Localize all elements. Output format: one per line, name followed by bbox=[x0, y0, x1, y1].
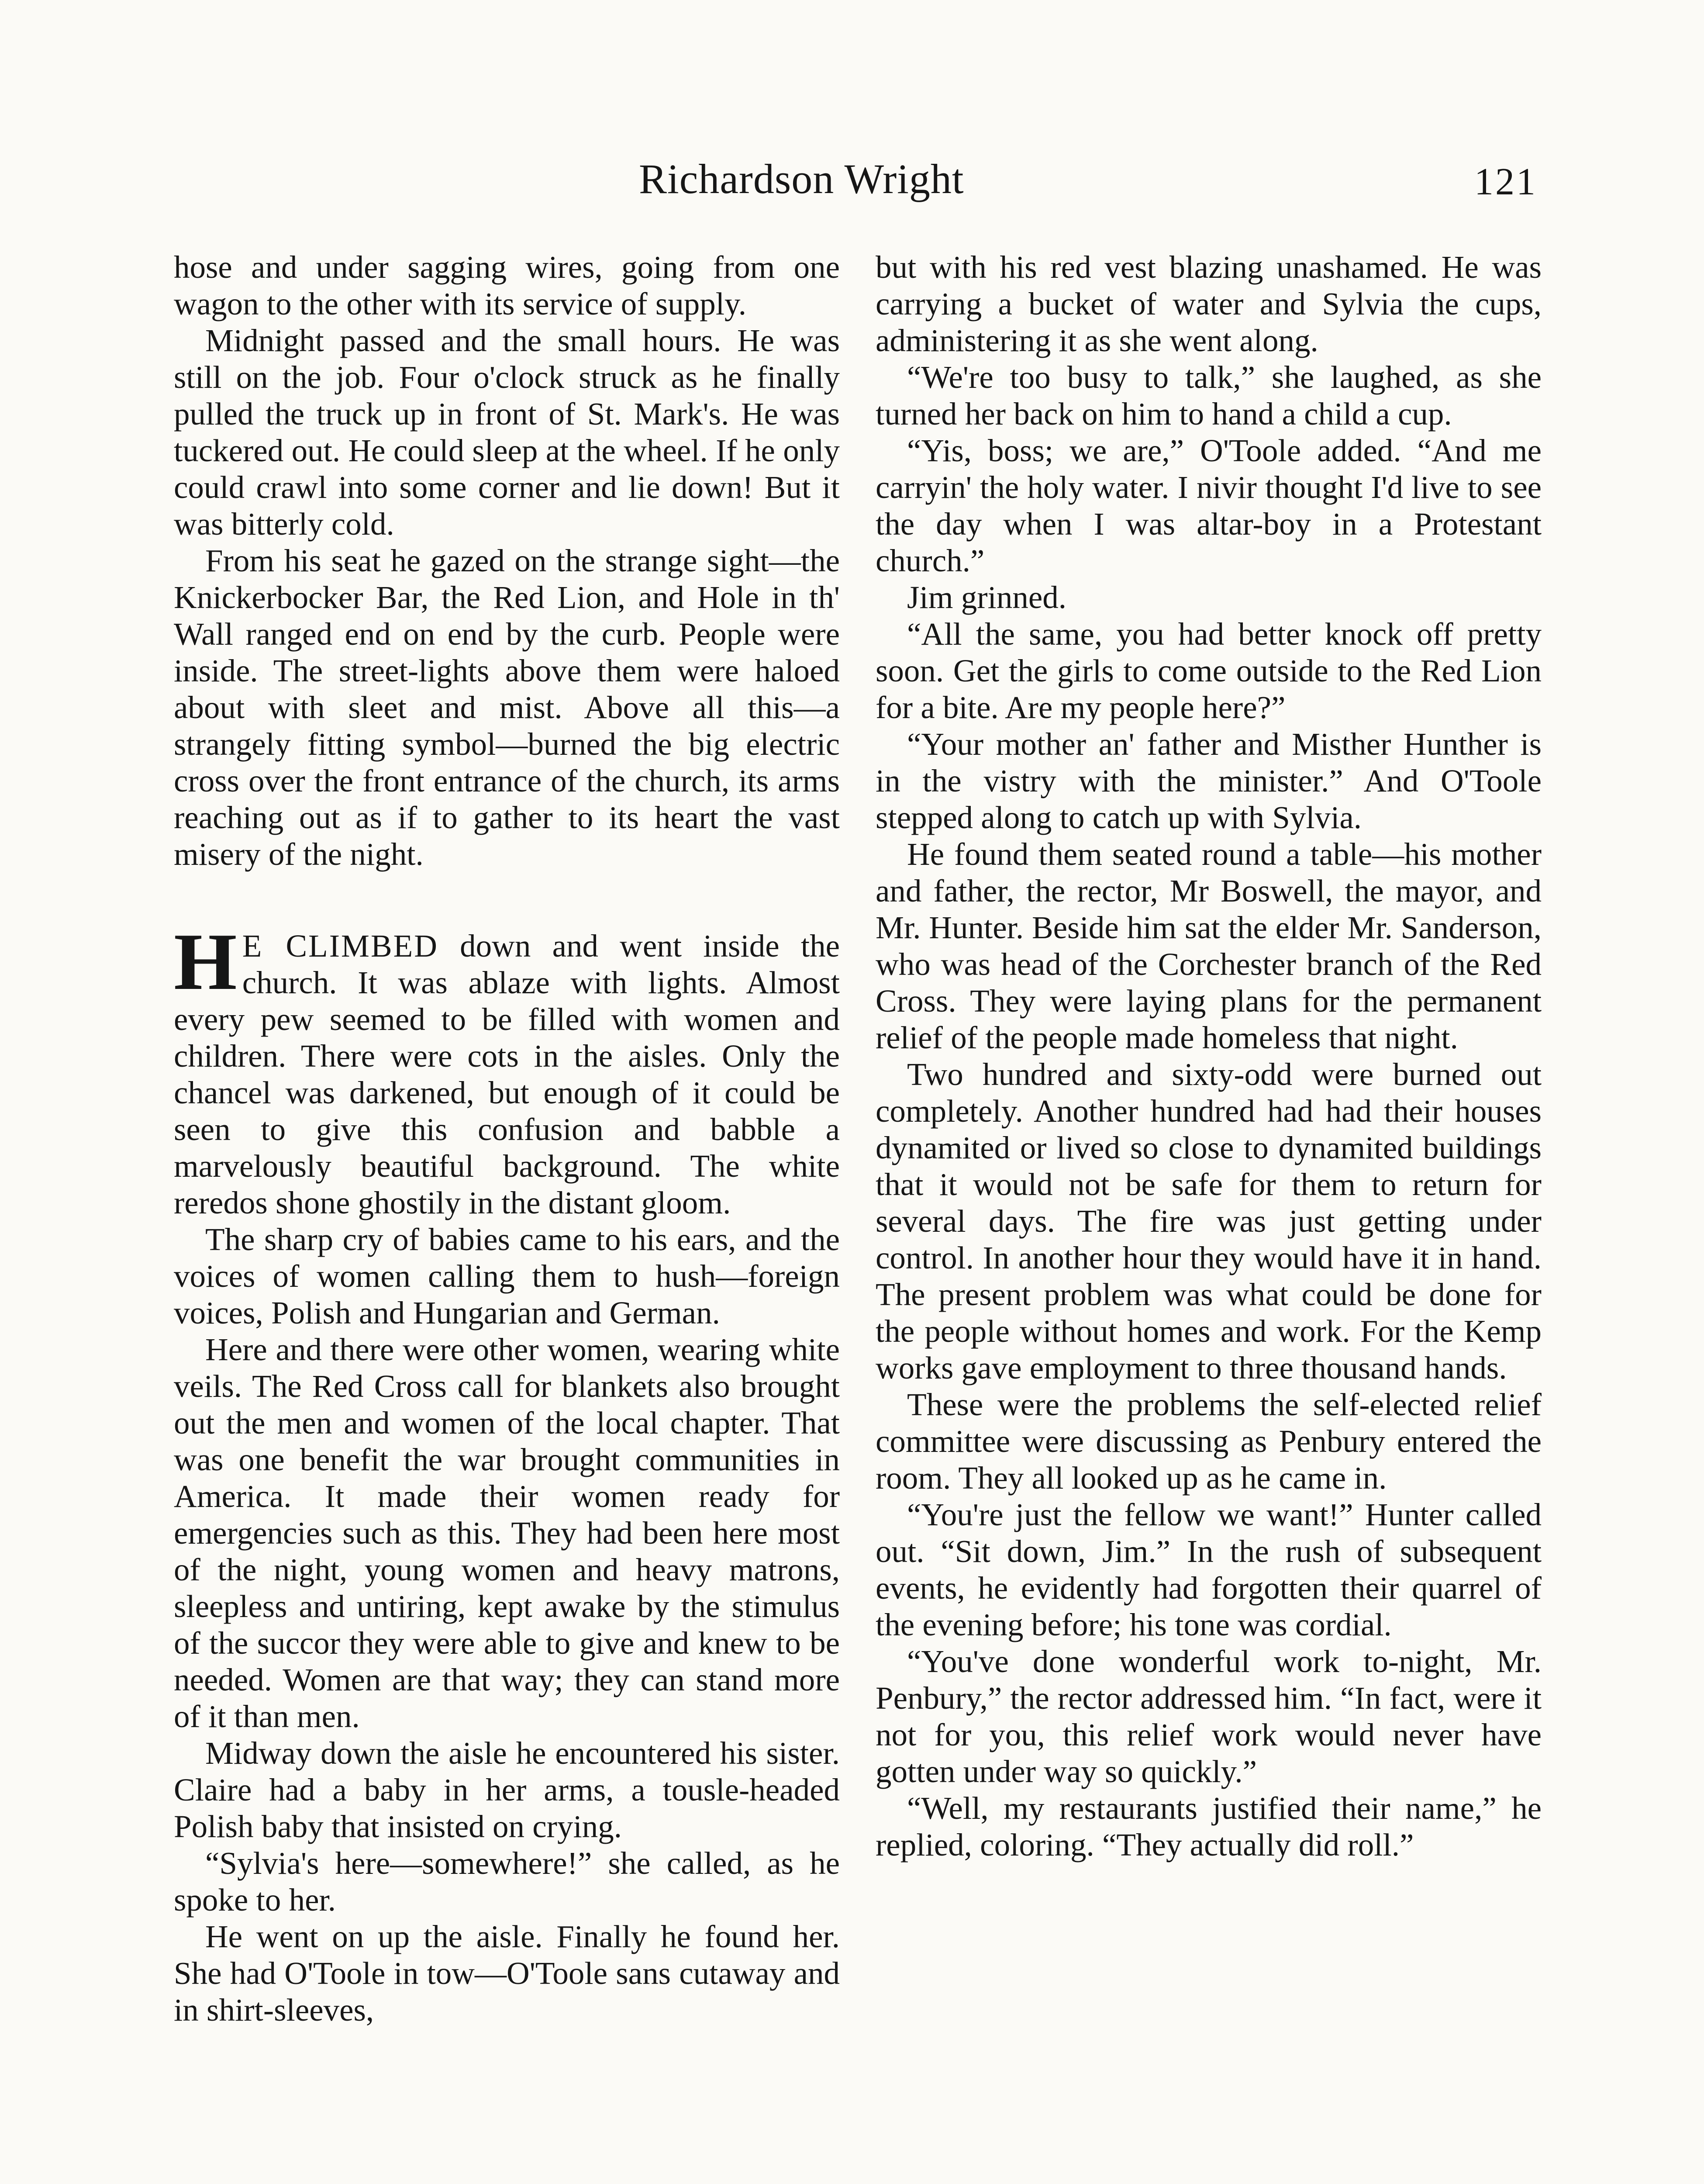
paragraph: Two hundred and sixty-odd were burned out completely. Another hundred had had their houses dynamited or lived so close to dynamited buildings that it would not be safe for them to return for several days. The fire was just getting under control. In another hour they would have it in hand. The present problem was what could be done for the people without homes and work. For the Kemp works gave employment to three thousand hands. bbox=[876, 1057, 1542, 1386]
paragraph: “Sylvia's here—somewhere!” she called, as he spoke to her. bbox=[174, 1845, 840, 1918]
running-title: Richardson Wright bbox=[639, 156, 964, 202]
paragraph: “We're too busy to talk,” she laughed, as she turned her back on him to hand a child a cup. bbox=[876, 359, 1542, 432]
lead-in-text: down and went inside the church. It was ablaze with lights. Almost every pew seemed to be filled with women and children. There were cots in the aisles. Only the chancel was darkened, but enough of it could be seen to give this confusion and babble a marvelously beautiful background. The white reredos shone ghostily in the distant gloom. bbox=[174, 928, 840, 1220]
paragraph: “You've done wonderful work to-night, Mr. Penbury,” the rector addressed him. “In fact, were it not for you, this relief work would never have gotten under way so quickly.” bbox=[876, 1644, 1542, 1789]
paragraph: but with his red vest blazing unashamed. He was carrying a bucket of water and Sylvia the cups, administering it as she went along. bbox=[876, 249, 1542, 358]
paragraph: Here and there were other women, wearing white veils. The Red Cross call for blankets also brought out the men and women of the local chapter. That was one benefit the war brought communities in America. It made their women ready for emergencies such as this. They had been here most of the night, young women and heavy matrons, sleepless and untiring, kept awake by the stimulus of the succor they were able to give and knew to be needed. Women are that way; they can stand more of it than men. bbox=[174, 1332, 840, 1734]
paragraph: “Your mother an' father and Misther Hunther is in the vistry with the minister.” And O'Toole stepped along to catch up with Sylvia. bbox=[876, 726, 1542, 835]
paragraph: “Well, my restaurants justified their name,” he replied, coloring. “They actually did roll.” bbox=[876, 1790, 1542, 1863]
paragraph: He found them seated round a table—his mother and father, the rector, Mr Boswell, the mayor, and Mr. Hunter. Beside him sat the elder Mr. Sanderson, who was head of the Corchester branch of the Red Cross. They were laying plans for the permanent relief of the people made homeless that night. bbox=[876, 836, 1542, 1055]
paragraph: Jim grinned. bbox=[907, 580, 1066, 615]
paragraph: Midnight passed and the small hours. He was still on the job. Four o'clock struck as he finally pulled the truck up in front of St. Mark's. He was tuckered out. He could sleep at the wheel. If he only could crawl into some corner and lie down! But it was bitterly cold. bbox=[174, 323, 840, 542]
left-column bbox=[174, 249, 840, 2028]
section-break bbox=[174, 873, 840, 928]
paragraph: “You're just the fellow we want!” Hunter called out. “Sit down, Jim.” In the rush of subsequent events, he evidently had forgotten their quarrel of the evening before; his tone was cordial. bbox=[876, 1497, 1542, 1642]
drop-cap: H bbox=[174, 917, 236, 1007]
paragraph: hose and under sagging wires, going from one wagon to the other with its service of supply. bbox=[174, 249, 840, 321]
paragraph: Midway down the aisle he encountered his sister. Claire had a baby in her arms, a tousle-headed Polish baby that insisted on crying. bbox=[174, 1735, 840, 1844]
page-number: 121 bbox=[1474, 161, 1537, 203]
lead-in-caps: E CLIMBED bbox=[242, 928, 438, 964]
paragraph: “All the same, you had better knock off pretty soon. Get the girls to come outside to the Red Lion for a bite. Are my people here?” bbox=[876, 616, 1542, 725]
paragraph: From his seat he gazed on the strange sight—the Knickerbocker Bar, the Red Lion, and Hole in th' Wall ranged end on end by the curb. People were inside. The street-lights above them were haloed about with sleet and mist. Above all this—a strangely fitting symbol—burned the big electric cross over the front entrance of the church, its arms reaching out as if to gather to its heart the vast misery of the night. bbox=[174, 543, 840, 872]
paragraph: He went on up the aisle. Finally he found her. She had O'Toole in tow—O'Toole sans cutaway and in shirt-sleeves, bbox=[174, 1919, 840, 2028]
paragraph: These were the problems the self-elected relief committee were discussing as Penbury entered the room. They all looked up as he came in. bbox=[876, 1387, 1542, 1496]
right-column bbox=[876, 249, 1542, 1863]
paragraph: “Yis, boss; we are,” O'Toole added. “And me carryin' the holy water. I nivir thought I'd live to see the day when I was altar-boy in a Protestant church.” bbox=[876, 433, 1542, 578]
section-opening-paragraph bbox=[174, 917, 840, 1221]
paragraph: The sharp cry of babies came to his ears, and the voices of women calling them to hush—foreign voices, Polish and Hungarian and German. bbox=[174, 1222, 840, 1330]
